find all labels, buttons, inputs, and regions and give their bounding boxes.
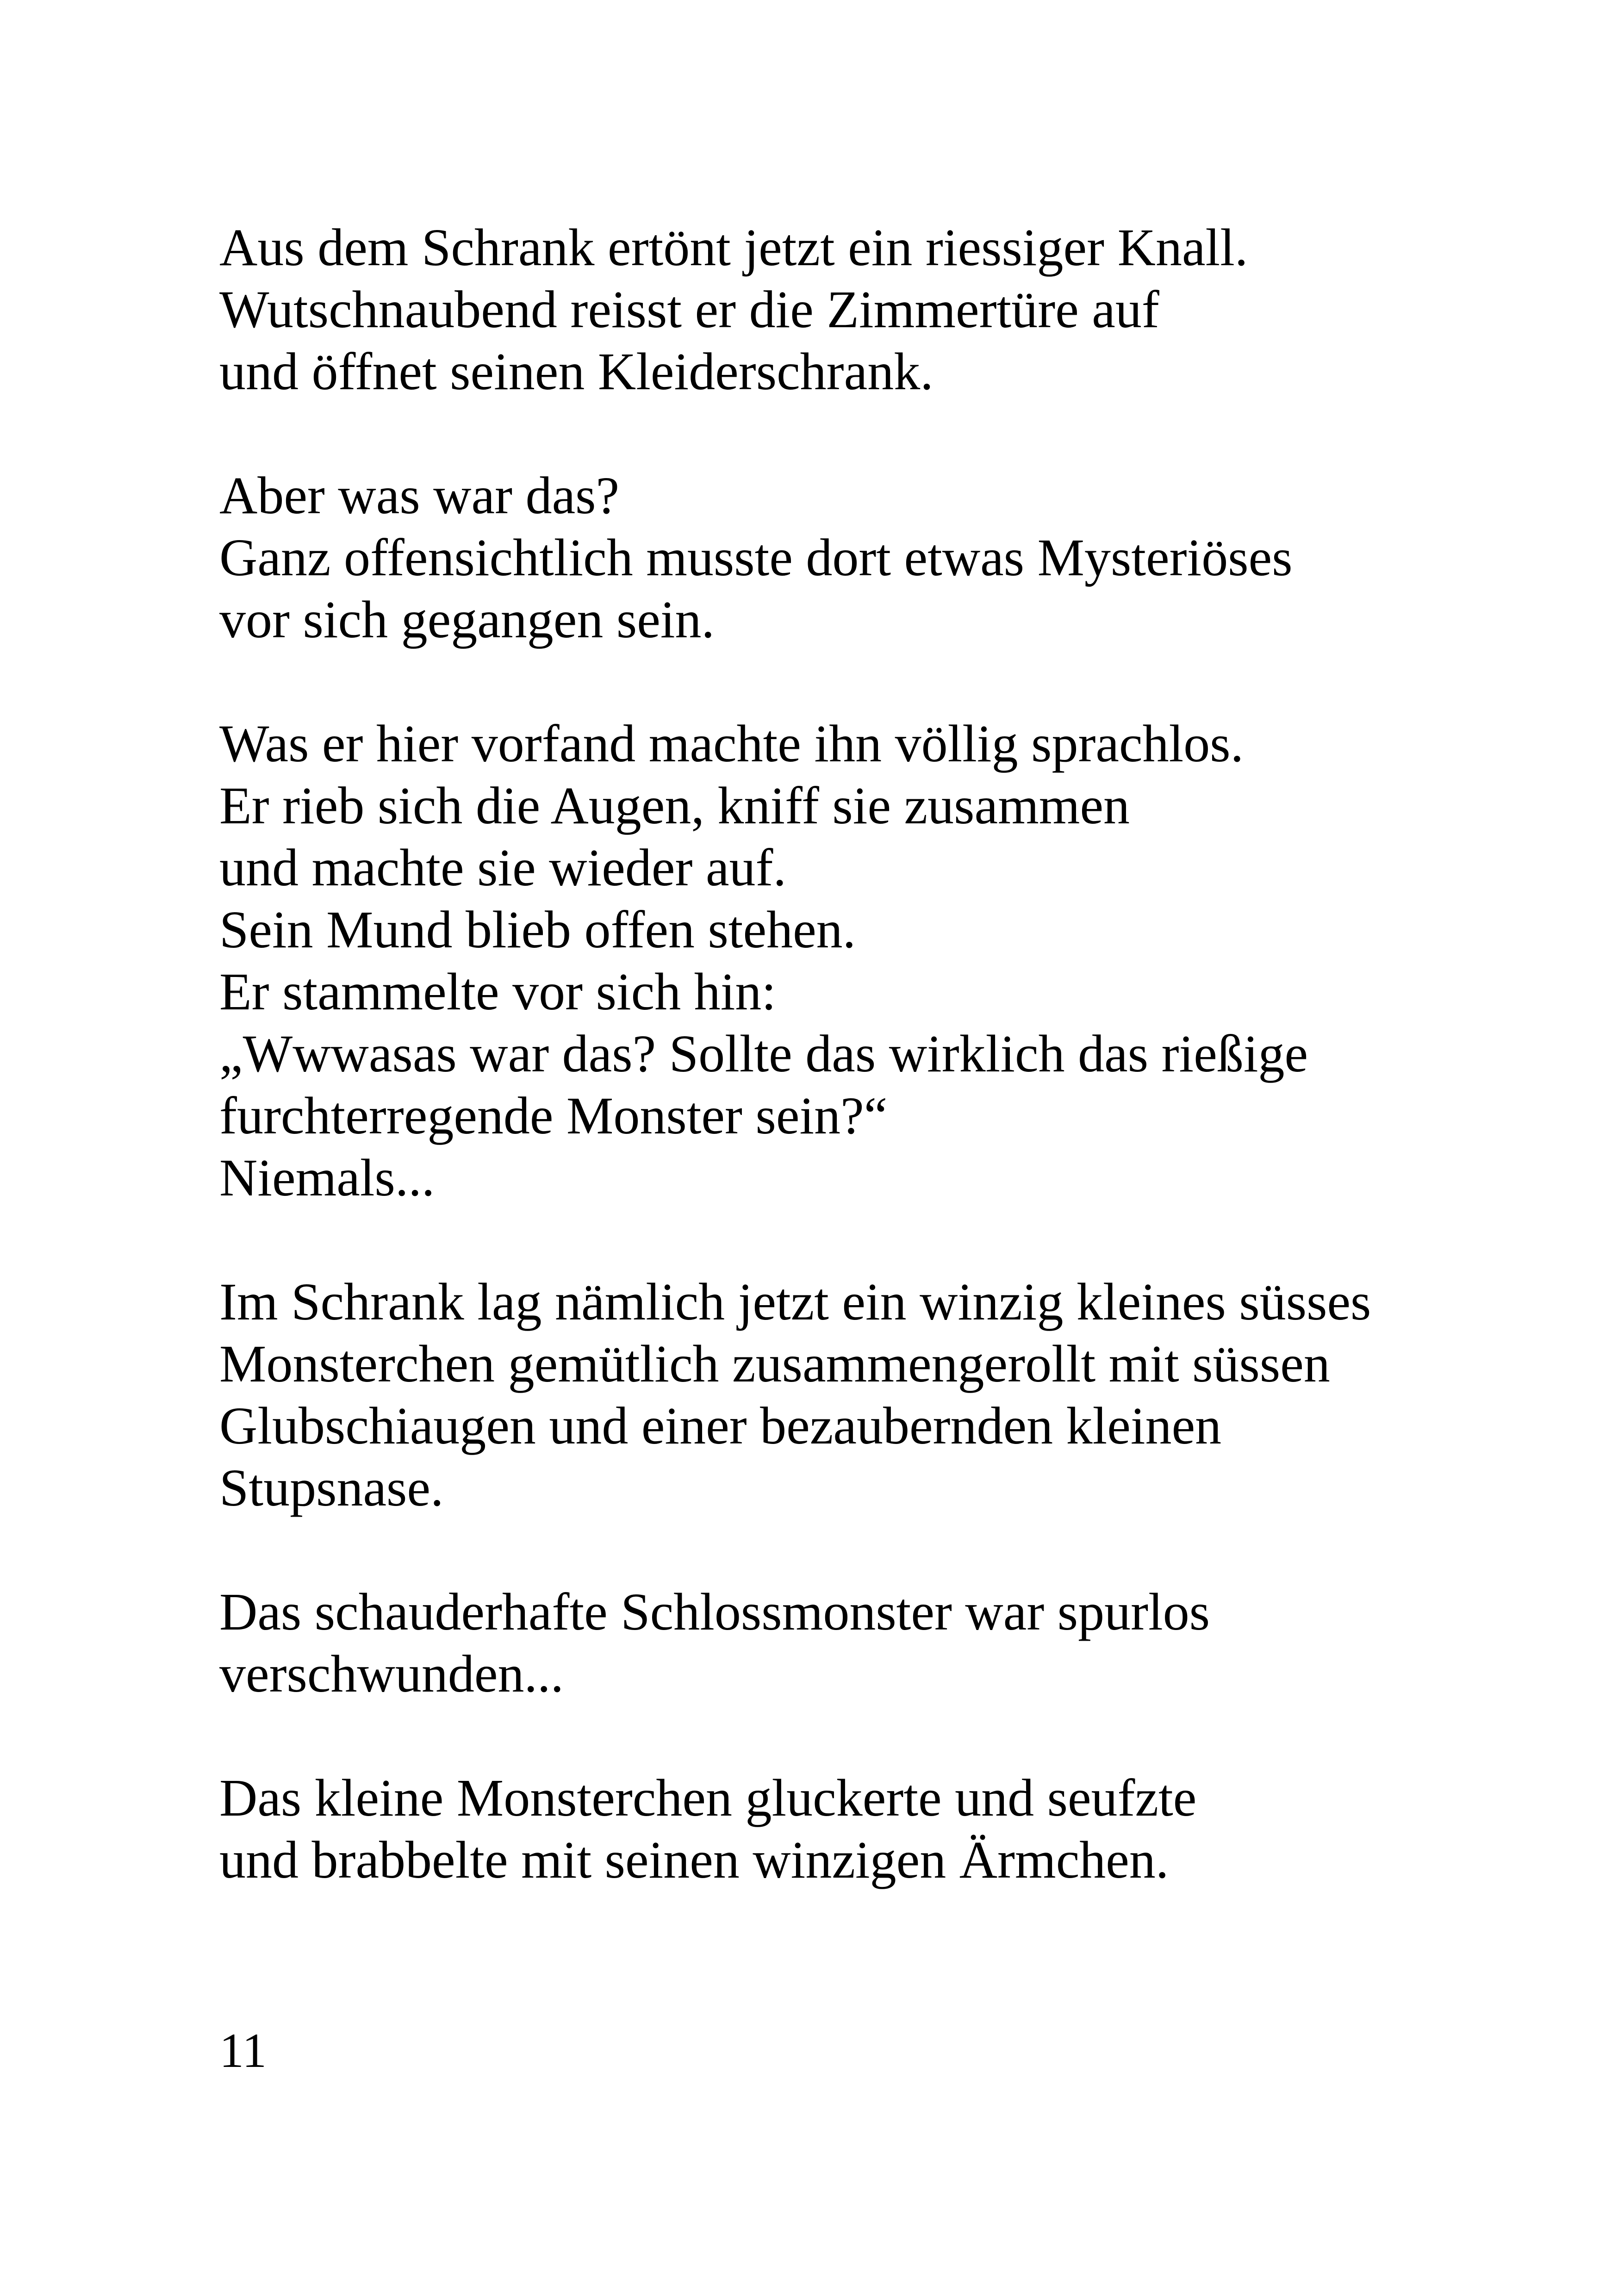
text-line: und machte sie wieder auf. — [219, 838, 786, 897]
text-line: und öffnet seinen Kleiderschrank. — [219, 342, 933, 401]
text-line: Er stammelte vor sich hin: — [219, 962, 777, 1021]
text-line: vor sich gegangen sein. — [219, 590, 715, 649]
text-line: Das kleine Monsterchen gluckerte und seufzte — [219, 1768, 1197, 1827]
text-line: und brabbelte mit seinen winzigen Ärmchen. — [219, 1830, 1169, 1889]
text-line: verschwunden... — [219, 1644, 564, 1703]
text-line: Glubschiaugen und einer bezaubernden kleinen — [219, 1396, 1222, 1455]
page-number: 11 — [219, 2023, 267, 2078]
text-line: Aus dem Schrank ertönt jetzt ein riessiger Knall. — [219, 218, 1248, 277]
paragraph-3 — [219, 713, 1562, 1209]
text-line: Was er hier vorfand machte ihn völlig sprachlos. — [219, 714, 1244, 773]
text-line: Das schauderhafte Schlossmonster war spurlos — [219, 1582, 1210, 1641]
paragraph-4 — [219, 1271, 1562, 1519]
paragraph-1 — [219, 217, 1562, 403]
text-line: „Wwwasas war das? Sollte das wirklich das rießige — [219, 1024, 1308, 1083]
paragraph-6 — [219, 1767, 1562, 1891]
text-line: Stupsnase. — [219, 1458, 444, 1517]
text-line: Sein Mund blieb offen stehen. — [219, 900, 856, 959]
text-line: Ganz offensichtlich musste dort etwas Mysteriöses — [219, 528, 1293, 587]
paragraph-5 — [219, 1581, 1562, 1705]
story-text — [219, 217, 1562, 1953]
text-line: Wutschnaubend reisst er die Zimmertüre auf — [219, 280, 1159, 339]
text-line: furchterregende Monster sein?“ — [219, 1086, 888, 1145]
text-line: Niemals... — [219, 1148, 435, 1207]
text-line: Aber was war das? — [219, 466, 620, 525]
text-line: Monsterchen gemütlich zusammengerollt mit süssen — [219, 1334, 1330, 1393]
text-line: Er rieb sich die Augen, kniff sie zusammen — [219, 776, 1130, 835]
paragraph-2 — [219, 465, 1562, 651]
text-line: Im Schrank lag nämlich jetzt ein winzig kleines süsses — [219, 1272, 1371, 1331]
